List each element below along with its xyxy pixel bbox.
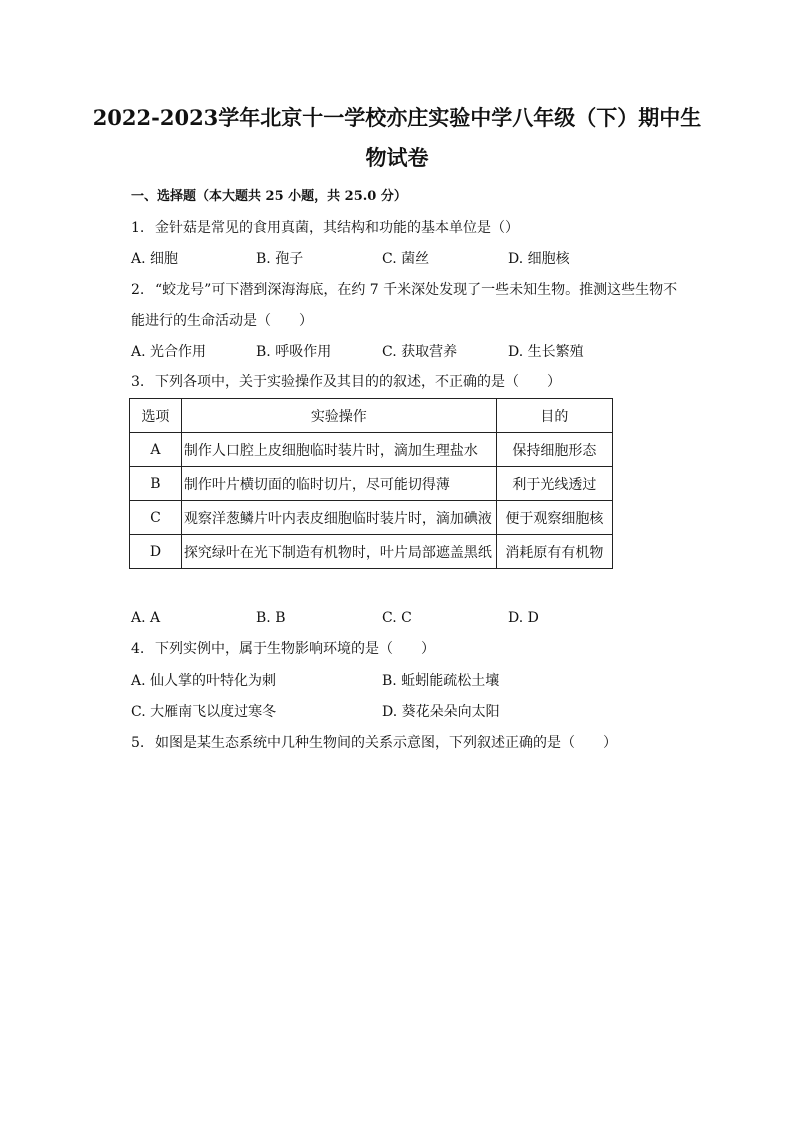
question-text: 如图是某生态系统中几种生物间的关系示意图，下列叙述正确的是（ ） [155, 735, 617, 751]
table-cell-operation: 制作人口腔上皮细胞临时装片时，滴加生理盐水 [181, 433, 496, 467]
table-header-purpose: 目的 [496, 399, 612, 433]
question-number: 4. [131, 641, 145, 657]
q2-option-b: B. 呼吸作用 [256, 344, 332, 360]
table-header-operation: 实验操作 [181, 399, 496, 433]
q3-option-c: C. C [382, 610, 412, 626]
table-header-row [130, 399, 613, 433]
table-row [130, 535, 613, 569]
q4-option-a: A. 仙人掌的叶特化为刺 [131, 673, 277, 689]
question-number: 3. [131, 374, 145, 390]
question-2-stem [131, 281, 677, 299]
question-text: 下列各项中，关于实验操作及其目的的叙述，不正确的是（ ） [155, 374, 561, 390]
table-cell-option: B [130, 467, 182, 501]
table-cell-purpose: 利于光线透过 [496, 467, 612, 501]
q4-option-c: C. 大雁南飞以度过寒冬 [131, 704, 277, 720]
table-cell-purpose: 消耗原有有机物 [496, 535, 612, 569]
question-text: 金针菇是常见的食用真菌，其结构和功能的基本单位是（） [155, 220, 519, 236]
q4-option-d: D. 葵花朵朵向太阳 [382, 704, 500, 720]
question-number: 1. [131, 220, 145, 236]
question-text: 下列实例中，属于生物影响环境的是（ ） [155, 641, 435, 657]
table-cell-operation: 观察洋葱鳞片叶内表皮细胞临时装片时，滴加碘液 [181, 501, 496, 535]
table-cell-option: A [130, 433, 182, 467]
question-number: 5. [131, 735, 145, 751]
q1-option-d: D. 细胞核 [508, 251, 570, 267]
table-cell-purpose: 便于观察细胞核 [496, 501, 612, 535]
q2-option-a: A. 光合作用 [131, 344, 207, 360]
q4-option-b: B. 蚯蚓能疏松土壤 [382, 673, 500, 689]
q2-option-d: D. 生长繁殖 [508, 344, 584, 360]
q1-option-b: B. 孢子 [256, 251, 304, 267]
table-cell-purpose: 保持细胞形态 [496, 433, 612, 467]
q2-option-c: C. 获取营养 [382, 344, 458, 360]
table-cell-operation: 探究绿叶在光下制造有机物时，叶片局部遮盖黑纸 [181, 535, 496, 569]
q1-option-a: A. 细胞 [131, 251, 179, 267]
question-1-stem [131, 219, 519, 237]
table-cell-operation: 制作叶片横切面的临时切片，尽可能切得薄 [181, 467, 496, 501]
question-4-stem [131, 640, 435, 658]
exam-title-line-2: 物试卷 [365, 145, 429, 170]
table-row [130, 433, 613, 467]
exam-title-line-1: 2022-2023学年北京十一学校亦庄实验中学八年级（下）期中生 [92, 105, 702, 130]
question-3-stem [131, 373, 561, 391]
question-2-stem-cont: 能进行的生命活动是（ ） [131, 313, 313, 329]
q3-option-a: A. A [131, 610, 161, 626]
question-number: 2. [131, 282, 145, 298]
q3-option-b: B. B [256, 610, 286, 626]
table-cell-option: C [130, 501, 182, 535]
q3-option-d: D. D [508, 610, 539, 626]
experiment-table [129, 398, 613, 569]
q1-option-c: C. 菌丝 [382, 251, 430, 267]
table-header-option: 选项 [130, 399, 182, 433]
table-row [130, 501, 613, 535]
table-row [130, 467, 613, 501]
question-5-stem [131, 734, 617, 752]
section-heading: 一、选择题（本大题共 25 小题，共 25.0 分） [131, 189, 407, 204]
question-text: “蛟龙号”可下潜到深海海底，在约 7 千米深处发现了一些未知生物。推测这些生物不 [155, 282, 678, 298]
table-cell-option: D [130, 535, 182, 569]
